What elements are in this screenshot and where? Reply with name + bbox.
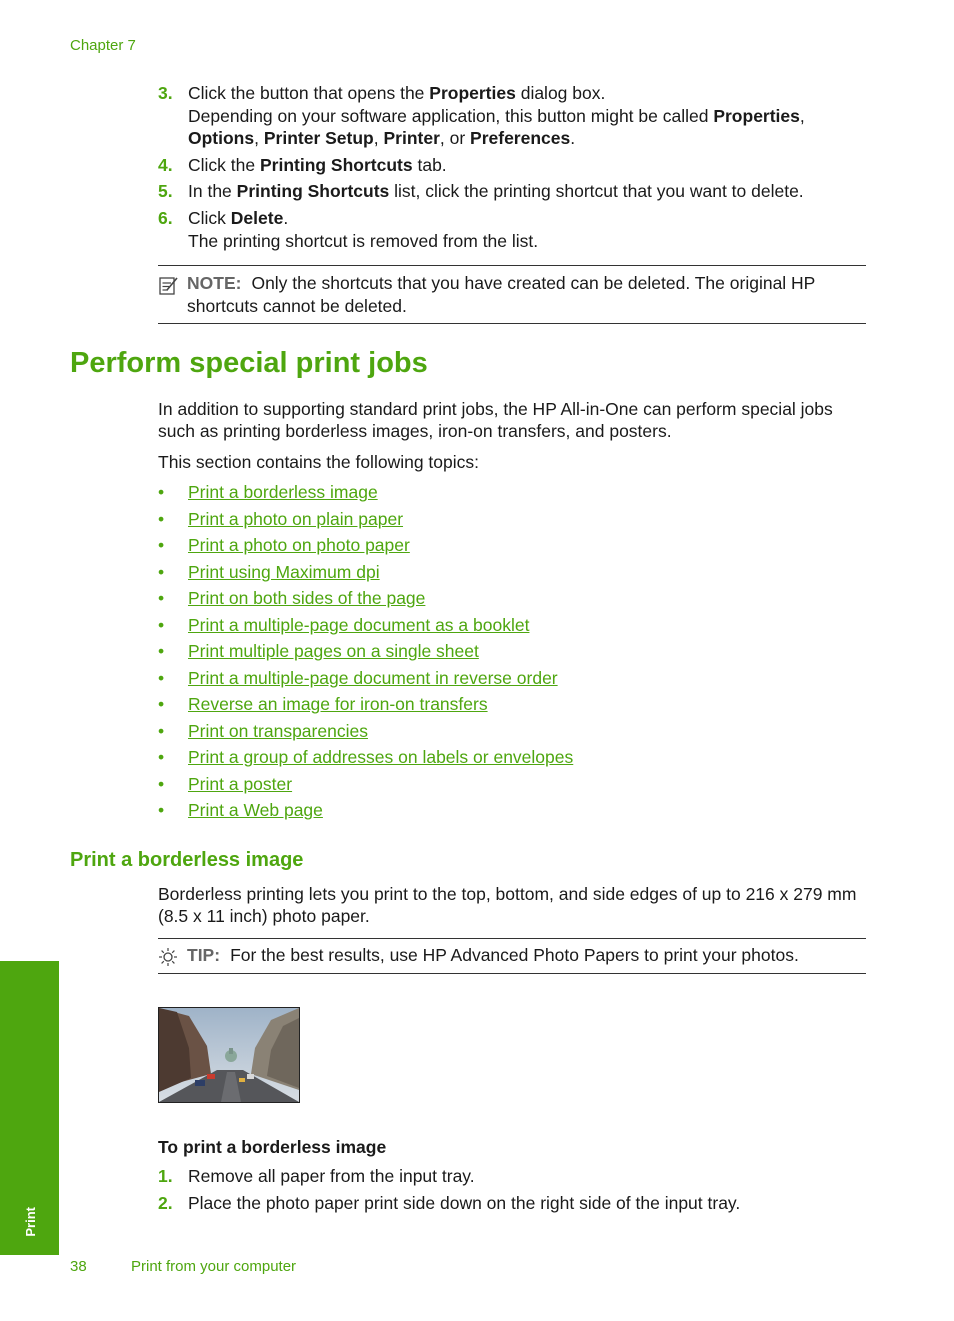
note-text: Only the shortcuts that you have created can be deleted. The original HP shortcuts cannot be deleted. — [187, 273, 816, 316]
step-number: 3. — [158, 83, 173, 103]
topic-item — [158, 506, 573, 533]
topic-link[interactable]: Print a multiple-page document as a booklet — [188, 614, 530, 635]
bullet: • — [158, 667, 165, 688]
section-intro: In addition to supporting standard print jobs, the HP All-in-One can perform special jobs such as printing borderless images, iron-on transfers, and posters. — [158, 399, 833, 441]
procedure-title: To print a borderless image — [158, 1137, 387, 1157]
topic-item — [158, 559, 573, 586]
bullet: • — [158, 588, 165, 608]
note-text-block — [187, 272, 866, 318]
step-number: 5. — [158, 181, 173, 201]
steps-list-bottom — [158, 1165, 868, 1214]
bullet: • — [158, 800, 165, 820]
bullet: • — [158, 482, 165, 502]
topic-link[interactable]: Print a group of addresses on labels or envelopes — [188, 747, 574, 767]
topic-item — [158, 479, 573, 506]
topic-link[interactable]: Print a poster — [188, 773, 293, 794]
topics-list — [158, 479, 573, 824]
step-text: Click the button that opens the Properties dialog box. — [188, 83, 606, 103]
page-number: 38 — [70, 1258, 87, 1275]
topic-link[interactable]: Print a multiple-page document in reverse order — [188, 667, 558, 688]
step-text: In the Printing Shortcuts list, click the printing shortcut that you want to delete. — [188, 181, 804, 201]
step-text: Click the Printing Shortcuts tab. — [188, 155, 447, 175]
step-text: Place the photo paper print side down on the right side of the input tray. — [188, 1193, 741, 1213]
tip-text-block — [187, 944, 866, 967]
topic-link[interactable]: Print using Maximum dpi — [188, 561, 380, 582]
topic-link[interactable]: Print on transparencies — [188, 720, 368, 741]
topic-item — [158, 612, 573, 639]
note-label: NOTE: — [187, 273, 242, 293]
tip-text: For the best results, use HP Advanced Photo Papers to print your photos. — [230, 945, 799, 965]
side-tab — [0, 961, 59, 1255]
topic-link[interactable]: Print a photo on plain paper — [188, 508, 404, 529]
topic-link[interactable]: Print multiple pages on a single sheet — [188, 641, 479, 661]
topic-item — [158, 691, 573, 718]
side-tab-label: Print — [23, 1207, 38, 1237]
topics-intro: This section contains the following topics: — [158, 452, 479, 472]
step-number: 2. — [158, 1193, 173, 1213]
note-icon — [158, 275, 180, 302]
topic-item — [158, 665, 573, 692]
step-text: Click Delete. — [188, 208, 289, 228]
steps-list-top — [158, 82, 868, 252]
step-detail: The printing shortcut is removed from the list. — [188, 231, 539, 251]
topic-item — [158, 638, 573, 665]
step-text: Remove all paper from the input tray. — [188, 1166, 475, 1186]
section-title: Perform special print jobs — [70, 347, 428, 379]
topic-item — [158, 797, 573, 824]
footer-section-title: Print from your computer — [131, 1258, 297, 1275]
step-item — [158, 82, 868, 149]
topic-link[interactable]: Print on both sides of the page — [188, 588, 426, 608]
bullet: • — [158, 773, 165, 794]
bullet: • — [158, 694, 165, 714]
topic-item — [158, 532, 573, 559]
bullet: • — [158, 561, 165, 582]
step-number: 6. — [158, 208, 173, 228]
step-item — [158, 207, 868, 252]
borderless-photo-image — [158, 1007, 300, 1103]
bullet: • — [158, 747, 165, 767]
topic-link[interactable]: Reverse an image for iron-on transfers — [188, 694, 488, 714]
lightbulb-icon — [158, 946, 180, 973]
bullet: • — [158, 720, 165, 741]
note-box — [158, 265, 866, 324]
step-item — [158, 154, 868, 176]
bullet: • — [158, 641, 165, 661]
step-number: 1. — [158, 1166, 173, 1186]
step-detail: Depending on your software application, this button might be called Properties, Options, Printer Setup, Printer, or Preferences. — [188, 106, 805, 148]
topic-item — [158, 771, 573, 798]
bullet: • — [158, 508, 165, 529]
topic-link[interactable]: Print a Web page — [188, 800, 323, 820]
subsection-text: Borderless printing lets you print to the top, bottom, and side edges of up to 216 x 279 mm (8.5 x 11 inch) photo paper. — [158, 884, 857, 926]
step-item — [158, 1192, 868, 1214]
topic-item — [158, 744, 573, 771]
topic-item — [158, 718, 573, 745]
bullet: • — [158, 535, 165, 555]
tip-label: TIP: — [187, 945, 221, 965]
tip-box — [158, 938, 866, 974]
chapter-label: Chapter 7 — [70, 37, 136, 54]
topic-link[interactable]: Print a photo on photo paper — [188, 535, 410, 555]
topic-link[interactable]: Print a borderless image — [188, 482, 378, 502]
bullet: • — [158, 614, 165, 635]
step-item — [158, 180, 868, 202]
step-item — [158, 1165, 868, 1187]
subsection-title: Print a borderless image — [70, 849, 304, 871]
step-number: 4. — [158, 155, 173, 175]
topic-item — [158, 585, 573, 612]
